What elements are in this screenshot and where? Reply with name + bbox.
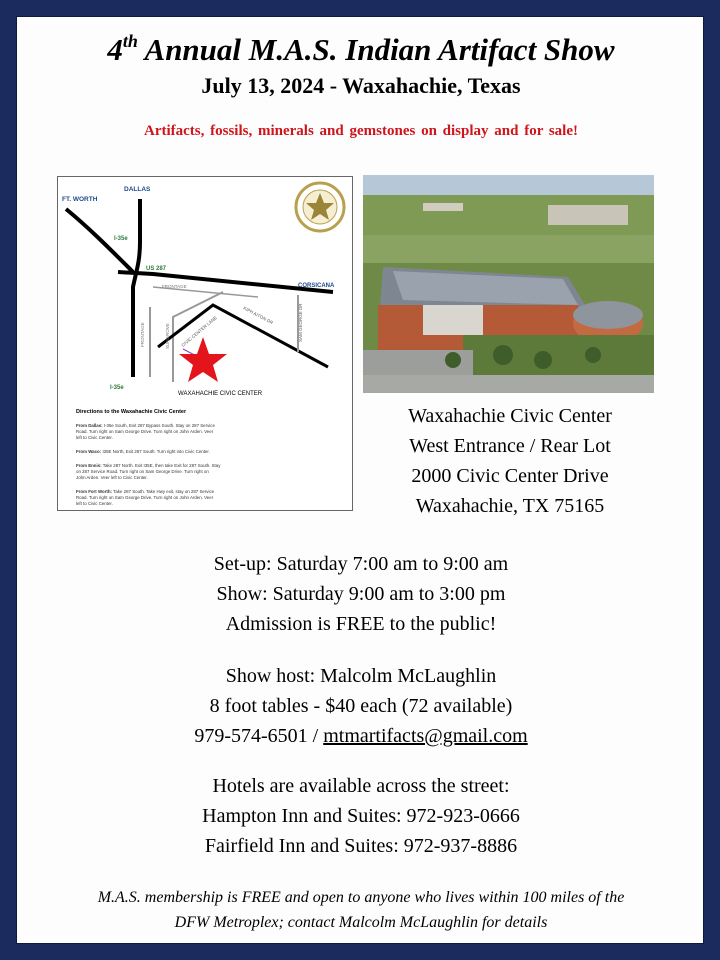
map-drawing xyxy=(58,177,352,510)
direction-fort-worth: From Fort Worth: Take 287 South. Take Hwy exit, stay on 287 Service xyxy=(76,489,215,494)
membership-note xyxy=(17,885,705,935)
contact-line xyxy=(17,721,705,751)
host-email-link[interactable]: mtmartifacts@gmail.com xyxy=(323,725,528,747)
hotel-hampton: Hampton Inn and Suites: 972-923-0666 xyxy=(202,805,520,827)
venue-city: Waxahachie, TX 75165 xyxy=(415,495,605,517)
map-label-frontage-vertical: FRONTAGE xyxy=(140,322,145,347)
map-label-us287: US 287 xyxy=(146,266,167,272)
map-label-corsicana: CORSICANA xyxy=(298,283,335,289)
venue-name: Waxahachie Civic Center xyxy=(408,405,612,427)
map-label-ft-worth: FT. WORTH xyxy=(62,196,98,203)
svg-text:John Arden. Veer left to Civic: John Arden. Veer left to Civic Center. xyxy=(76,475,148,480)
civic-center-aerial-photo xyxy=(363,175,654,393)
flyer-page xyxy=(16,16,704,944)
membership-line-1: M.A.S. membership is FREE and open to anyone who lives within 100 miles of the xyxy=(97,889,625,906)
title-number: 4 xyxy=(107,32,123,67)
map-label-kiph-aiton: KIPH AITON DR xyxy=(242,305,274,326)
hotels-intro: Hotels are available across the street: xyxy=(212,775,510,797)
map-label-dallas: DALLAS xyxy=(124,186,151,193)
direction-dallas-line1: From Dallas: I-35e South, Exit 287 Bypass South. Stay on 287 Service xyxy=(76,423,215,428)
title-ordinal-suffix: th xyxy=(122,31,138,51)
hotel-fairfield: Fairfield Inn and Suites: 972-937-8886 xyxy=(204,835,518,857)
membership-line-2: DFW Metroplex; contact Malcolm McLaughlin for details xyxy=(174,914,548,931)
svg-text:left to Civic Center.: left to Civic Center. xyxy=(76,501,113,506)
event-tagline: Artifacts, fossils, minerals and gemstones on display and for sale! xyxy=(144,123,578,139)
svg-text:left to Civic Center.: left to Civic Center. xyxy=(76,435,113,440)
venue-address xyxy=(355,401,665,521)
admission-note: Admission is FREE to the public! xyxy=(225,613,497,635)
svg-text:on 287 Service Road. Turn righ: on 287 Service Road. Turn right on Sam George Drive. Turn right on xyxy=(76,469,209,474)
map-label-i35e-top: I-35e xyxy=(114,236,128,242)
map-label-frontage: FRONTAGE xyxy=(162,284,187,289)
hotels-block xyxy=(17,771,705,861)
civic-center-seal-icon xyxy=(296,183,344,231)
contact-separator: / xyxy=(312,725,319,747)
host-phone: 979-574-6501 xyxy=(194,725,308,747)
setup-time: Set-up: Saturday 7:00 am to 9:00 am xyxy=(213,553,509,575)
show-time: Show: Saturday 9:00 am to 3:00 pm xyxy=(216,583,506,605)
svg-text:Road. Turn right on Sam George: Road. Turn right on Sam George Drive. Turn right on John Arden. Veer xyxy=(76,495,214,500)
schedule-block xyxy=(17,549,705,639)
direction-ennis: From Ennis: Take 287 North. Exit I35E, then take Exit for 287 South. Stay xyxy=(76,463,221,468)
event-date-location: July 13, 2024 - Waxahachie, Texas xyxy=(201,73,521,98)
map-label-sam-george: SAM GEORGE DR xyxy=(298,303,303,342)
event-title xyxy=(17,31,705,68)
directions-map xyxy=(57,176,353,511)
map-label-i35e-bottom: I-35e xyxy=(110,385,124,391)
host-block xyxy=(17,661,705,751)
map-label-civic-center-lane: CIVIC CENTER LANE xyxy=(180,315,218,348)
title-text: Annual M.A.S. Indian Artifact Show xyxy=(144,32,615,67)
direction-waco: From Waco: I35E North, Exit 287 South. Turn right into Civic Center. xyxy=(76,449,210,454)
show-host: Show host: Malcolm McLaughlin xyxy=(225,665,497,687)
venue-entrance: West Entrance / Rear Lot xyxy=(409,435,611,457)
tables-info: 8 foot tables - $40 each (72 available) xyxy=(209,695,513,717)
map-label-venue: WAXAHACHIE CIVIC CENTER xyxy=(178,391,263,397)
svg-text:Road. Turn right on Sam George: Road. Turn right on Sam George Drive. Turn right on John Arden. Veer xyxy=(76,429,214,434)
directions-title: Directions to the Waxahachie Civic Center xyxy=(76,409,187,415)
venue-street: 2000 Civic Center Drive xyxy=(411,465,609,487)
map-label-sungrove: SUNGROVE xyxy=(165,323,170,349)
